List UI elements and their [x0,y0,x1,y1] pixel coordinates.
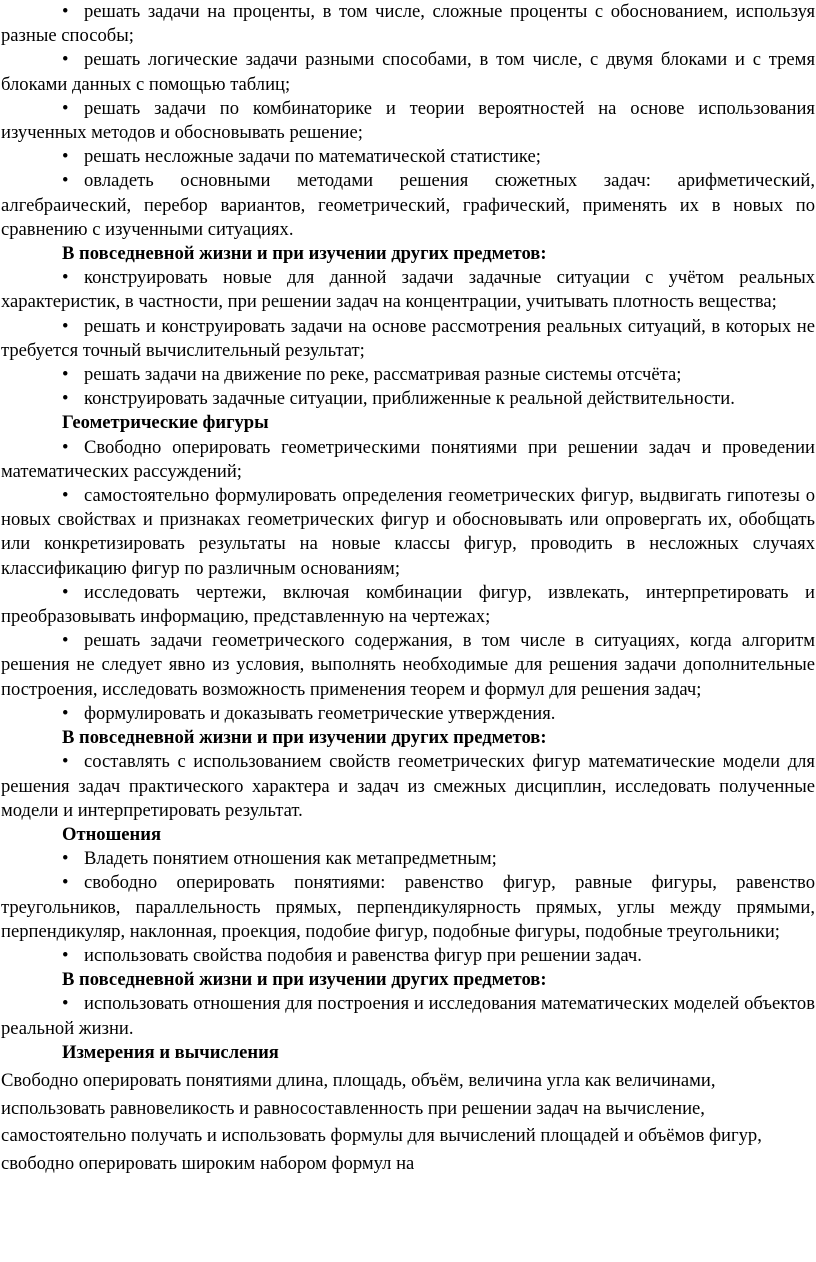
list-item [1,629,815,702]
section-heading: Геометрические фигуры [62,412,269,434]
list-item-text: свободно оперировать понятиями: равенство фигур, равные фигуры, равенство треугольников, параллельность прямых, перпендикулярность прямых, углы между прямыми, перпендикуляр, наклонная, проекция, подобие фигур, подобные фигуры, подобные треугольники; [1,872,815,942]
bullet-glyph: • [62,751,69,773]
list-item [1,750,815,823]
list-item-text: составлять с использованием свойств геометрических фигур математические модели для решения задач практического характера и задач из смежных дисциплин, исследовать полученные модели и интерпретировать результат. [1,751,815,821]
list-item-text: использовать отношения для построения и исследования математических моделей объектов реальной жизни. [1,993,815,1039]
list-item-text: решать логические задачи разными способами, в том числе, с двумя блоками и с тремя блоками данных с помощью таблиц; [1,49,815,95]
list-item-text: конструировать новые для данной задачи задачные ситуации с учётом реальных характеристик, в частности, при решении задач на концентрации, учитывать плотность вещества; [1,267,815,313]
list-item-text: Свободно оперировать геометрическими понятиями при решении задач и проведении математических рассуждений; [1,436,815,482]
bullet-glyph: • [62,97,69,119]
list-item [1,48,815,96]
body-paragraph: Свободно оперировать понятиями длина, площадь, объём, величина угла как величинами, использовать равновеликость и равносоставленность при решении задач на вычисление, самостоятельно получать и использовать формулы для вычислений площадей и объёмов фигур, свободно оперировать широким набором формул на [1,1069,762,1174]
list-item-text: самостоятельно формулировать определения геометрических фигур, выдвигать гипотезы о новых свойствах и признаках геометрических фигур и обосновывать или опровергать их, обобщать или конкретизировать результаты на новые классы фигур, проводить в несложных случаях классификацию фигур по различным основаниям; [1,485,815,579]
list-item-text: решать и конструировать задачи на основе рассмотрения реальных ситуаций, в которых не требуется точный вычислительный результат; [1,315,815,361]
list-item [1,484,815,581]
bullet-glyph: • [62,485,69,507]
list-item [1,0,815,48]
bullet-glyph: • [62,581,69,603]
list-item [1,363,815,387]
section-heading: В повседневной жизни и при изучении других предметов: [62,969,547,991]
bullet-glyph: • [62,49,69,71]
bullet-glyph: • [62,1,69,22]
list-item-text: овладеть основными методами решения сюжетных задач: арифметический, алгебраический, перебор вариантов, геометрический, графический, применять их в новых по сравнению с изученными ситуациях. [1,170,815,240]
bullet-glyph: • [62,630,69,652]
list-item-text: конструировать задачные ситуации, приближенные к реальной действительности. [84,388,735,410]
list-item [1,436,815,484]
section-heading: В повседневной жизни и при изучении других предметов: [62,727,547,749]
list-item-text: решать задачи на движение по реке, рассматривая разные системы отсчёта; [84,364,682,386]
list-item [1,145,815,169]
bullet-glyph: • [62,702,69,724]
bullet-glyph: • [62,872,69,894]
list-item [1,581,815,629]
list-item-text: Владеть понятием отношения как метапредметным; [84,848,497,870]
section-heading: Отношения [62,823,162,845]
list-item-text: формулировать и доказывать геометрические утверждения. [84,702,556,724]
list-item [1,992,815,1040]
bullet-glyph: • [62,848,69,870]
bullet-glyph: • [62,436,69,458]
list-item [1,702,815,726]
bullet-glyph: • [62,267,69,289]
list-item [1,97,815,145]
list-item [1,315,815,363]
bullet-glyph: • [62,146,69,168]
section-heading: В повседневной жизни и при изучении других предметов: [62,243,547,265]
bullet-glyph: • [62,388,69,410]
bullet-glyph: • [62,993,69,1015]
list-item [1,266,815,314]
list-item-text: решать задачи геометрического содержания, в том числе в ситуациях, когда алгоритм решения не следует явно из условия, выполнять необходимые для решения задачи дополнительные построения, исследовать возможность применения теорем и формул для решения задач; [1,630,815,700]
bullet-glyph: • [62,315,69,337]
bullet-glyph: • [62,170,69,192]
list-item-text: решать несложные задачи по математической статистике; [84,146,541,168]
list-item-text: использовать свойства подобия и равенства фигур при решении задач. [84,944,642,966]
list-item-text: решать задачи на проценты, в том числе, сложные проценты с обоснованием, используя разные способы; [1,1,815,47]
list-item [1,169,815,242]
bullet-glyph: • [62,364,69,386]
list-item [1,387,815,411]
list-item [1,847,815,871]
bullet-glyph: • [62,944,69,966]
list-item [1,871,815,944]
list-item-text: решать задачи по комбинаторике и теории вероятностей на основе использования изученных методов и обосновывать решение; [1,97,815,144]
list-item [1,944,815,968]
section-heading: Измерения и вычисления [62,1041,279,1063]
list-item-text: исследовать чертежи, включая комбинации фигур, извлекать, интерпретировать и преобразовывать информацию, представленную на чертежах; [1,581,815,628]
